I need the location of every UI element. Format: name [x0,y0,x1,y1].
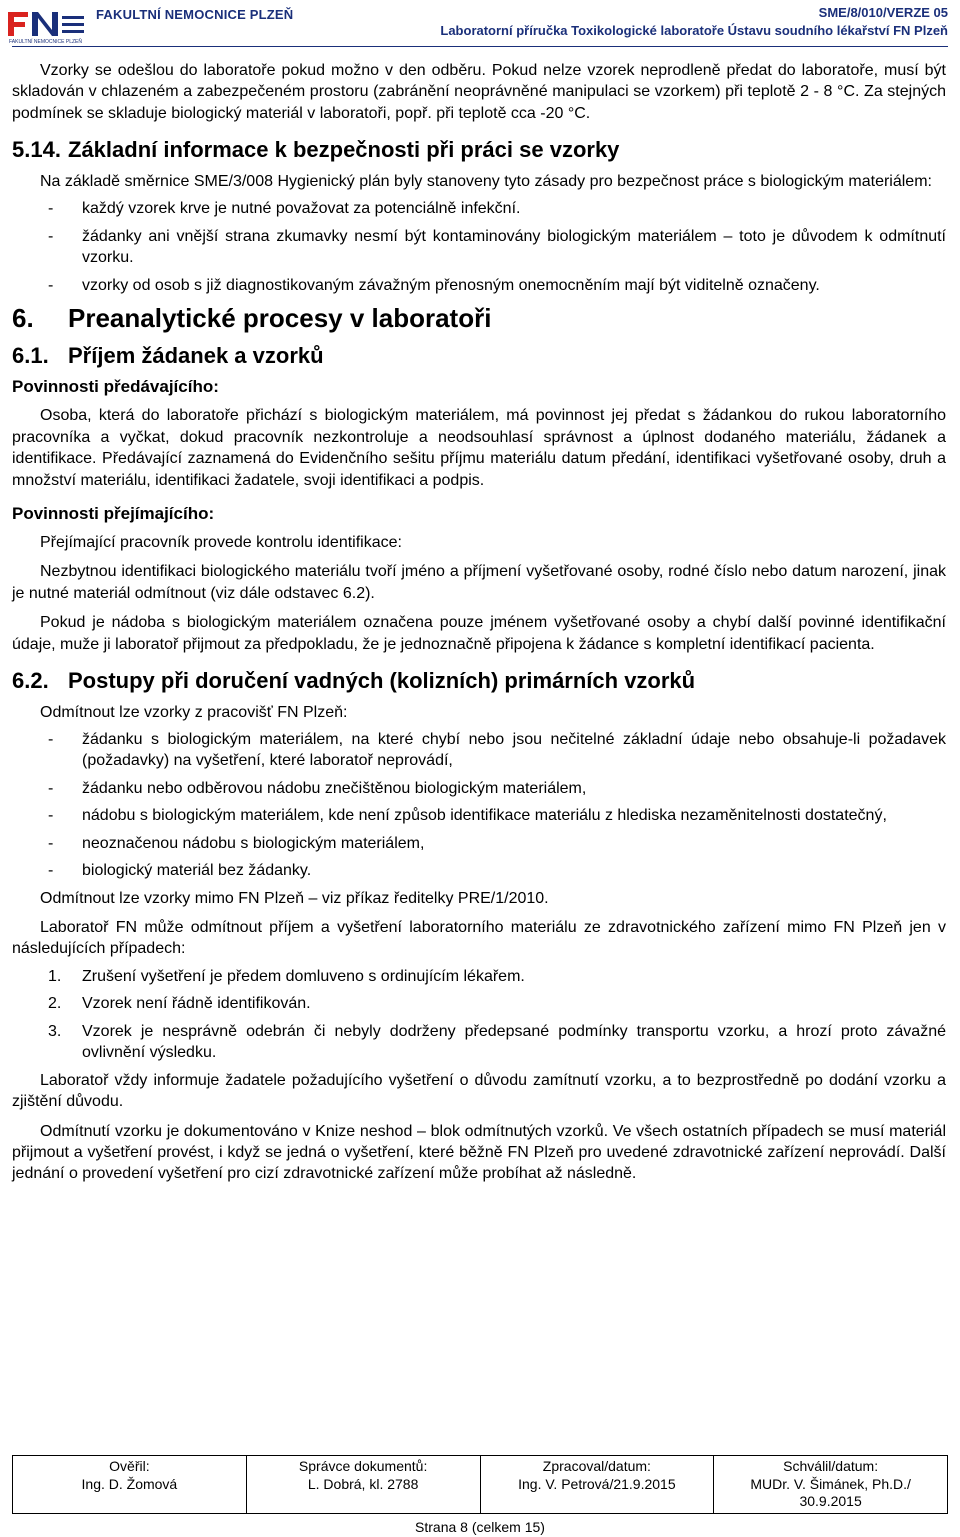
intro-paragraph: Vzorky se odešlou do laboratoře pokud možno v den odběru. Pokud nelze vzorek neprodleně předat do laboratoře, musí být skladován v chlazeném a zabezpečeném prostoru (zabránění neoprávněné manipulaci se vzorkem) při teplotě 2 - 8 °C. Za stejných podmínek se skladuje biologický materiál v laboratoři, popř. při teplotě cca -20 °C. [12,62,946,122]
list-item: 1. Zrušení vyšetření je předem domluveno s ordinujícím lékařem. [48,967,525,985]
prejimajici-text-3: Pokud je nádoba s biologickým materiálem označena pouze jménem vyšetřované osoby a chybí další povinné identifikační údaje, muže ji laboratoř přijmout za předpokladu, že je jednoznačně připojena k žádance s kompletní identifikací pacienta. [12,614,946,653]
rejection-list [12,729,946,882]
inform-text: Laboratoř vždy informuje žadatele požadujícího vyšetření o důvodu zamítnutí vzorku, a to bezprostředně po dodání vzorku a zjištění důvodu. [12,1071,946,1111]
list-item: - neoznačenou nádobu s biologickým materiálem, [48,834,425,852]
page-header [0,0,960,48]
document-title: Laboratorní příručka Toxikologické laboratoře Ústavu soudního lékařství FN Plzeň [440,23,948,38]
list-item: - nádobu s biologickým materiálem, kde není způsob identifikace materiálu z hlediska nezaměnitelnosti dostatečný, [48,807,887,825]
list-item: - žádanku s biologickým materiálem, na které chybí nebo jsou nečitelné základní údaje nebo obsahuje-li požadavek (požadavky) na vyšetření, které laboratoř neprovádí, [48,730,946,770]
mimo-fn-text: Odmítnout lze vzorky mimo FN Plzeň – viz příkaz ředitelky PRE/1/2010. [40,889,549,907]
header-divider [12,46,948,47]
lab-intro-text: Laboratoř FN může odmítnout příjem a vyšetření laboratorního materiálu ze zdravotnického zařízení mimo FN Plzeň jen v následujících případech: [12,919,946,958]
list-item: - žádanky ani vnější strana zkumavky nesmí být kontaminovány biologickým materiálem – toto je důvodem k odmítnutí vzorku. [48,227,946,267]
document-code: SME/8/010/VERZE 05 [818,5,948,20]
signature-footer [12,1455,948,1514]
prejimajici-text-2: Nezbytnou identifikaci biologického materiálu tvoří jméno a příjmení vyšetřované osoby, rodné číslo nebo datum narození, jinak je nutné materiál odmítnout (viz dále odstavec 6.2). [12,563,946,602]
predavajici-heading: Povinnosti předávajícího: [12,377,219,397]
prejimajici-heading: Povinnosti přejímajícího: [12,504,215,523]
section-6-1-heading: 6.1. Příjem žádanek a vzorků [12,342,324,368]
predavajici-text: Osoba, která do laboratoře přichází s biologickým materiálem, má povinnost jej předat s žádankou do rukou laboratorního pracovníka a vyčkat, dokud pracovník nezkontroluje a neodsouhlasí správnost a úplnost dodaného materiálu, žádanek a identifikace. Předávající zaznamená do Evidenčního sešitu příjmu materiálu datum předání, identifikaci vyšetřované osoby, druh a množství materiálu, identifikaci žadatele, svoji identifikaci a podpis. [12,407,946,489]
signature-table [12,1455,948,1514]
verified-cell: Ověřil: Ing. D. Žomová [13,1456,247,1514]
section-6-heading: 6. Preanalytické procesy v laboratoři [12,303,492,334]
section-5-14-intro: Na základě směrnice SME/3/008 Hygienický plán byly stanoveny tyto zásady pro bezpečnost práce s biologickým materiálem: [40,172,932,190]
list-item: - žádanku nebo odběrovou nádobu znečištěnou biologickým materiálem, [48,779,587,797]
document-body [12,60,946,1185]
list-item: - biologický materiál bez žádanky. [48,862,312,880]
section-6-2-heading: 6.2. Postupy při doručení vadných (kolizních) primárních vzorků [12,667,696,693]
section-5-14-heading: 5.14. Základní informace k bezpečnosti při práci se vzorky [12,137,620,163]
logo-caption: FAKULTNÍ NEMOCNICE PLZEŇ [9,39,82,44]
list-item: - vzorky od osob s již diagnostikovaným závažným přenosným onemocněním mají být viditelně označeny. [48,276,820,294]
section-6-2-lead: Odmítnout lze vzorky z pracovišť FN Plzeň: [40,703,348,721]
approved-cell: Schválil/datum: MUDr. V. Šimánek, Ph.D./ 30.9.2015 [714,1456,948,1514]
list-item: 2. Vzorek není řádně identifikován. [48,995,311,1013]
fn-plzen-logo [8,4,88,44]
hospital-name: FAKULTNÍ NEMOCNICE PLZEŇ [96,7,294,22]
cases-list [12,966,946,1064]
doc-admin-cell: Správce dokumentů: L. Dobrá, kl. 2788 [246,1456,480,1514]
documentation-text: Odmítnutí vzorku je dokumentováno v Knize neshod – blok odmítnutých vzorků. Ve všech ostatních případech se musí materiál přijmout a vyšetření provést, i když se jedná o vyšetření, které běžně FN Plzeň pro uvedené zdravotnické zařízení neprovádí. Další jednání o provedení vyšetření pro cizí zdravotnické zařízení může probíhat až následně. [12,1122,946,1183]
prejimajici-text-1: Přejímající pracovník provede kontrolu identifikace: [40,533,402,551]
prepared-cell: Zpracoval/datum: Ing. V. Petrová/21.9.2015 [480,1456,714,1514]
list-item: - každý vzorek krve je nutné považovat za potenciálně infekční. [48,200,521,218]
list-item: 3. Vzorek je nesprávně odebrán či nebyly dodrženy předepsané podmínky transportu vzorku, a hrozí proto závažné ovlivnění výsledku. [48,1022,946,1062]
safety-rules-list [12,198,946,296]
page-number: Strana 8 (celkem 15) [415,1519,545,1535]
